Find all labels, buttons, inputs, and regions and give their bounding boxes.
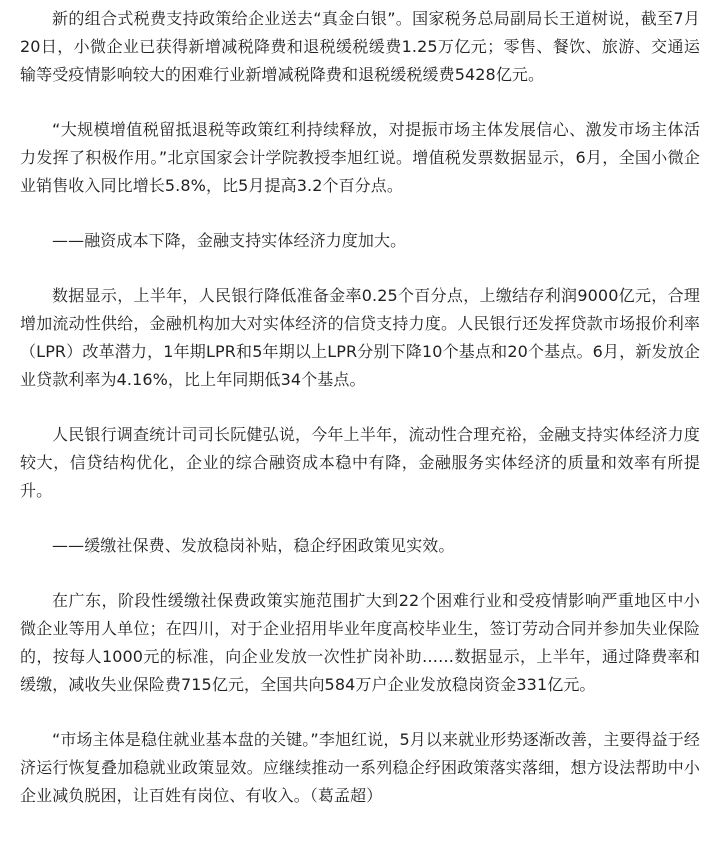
- section-heading-social-security: ——缓缴社保费、发放稳岗补贴，稳企纾困政策见实效。: [52, 536, 455, 555]
- section-heading-financing: ——融资成本下降，金融支持实体经济力度加大。: [52, 231, 407, 250]
- paragraph-pboc-official-quote: 人民银行调查统计司司长阮健弘说，今年上半年，流动性合理充裕，金融支持实体经济力度较大，信贷结构优化，企业的综合融资成本稳中有降，金融服务实体经济的质量和效率有所提升。: [20, 425, 700, 500]
- paragraph-closing-quote: “市场主体是稳住就业基本盘的关键。”李旭红说，5月以来就业形势逐渐改善，主要得益于经济运行恢复叠加稳就业政策显效。应继续推动一系列稳企纾困政策落实落细，想方设法帮助中小企业减负脱困，让百姓有岗位、有收入。（葛孟超）: [20, 730, 700, 805]
- paragraph-pboc-data: 数据显示，上半年，人民银行降低准备金率0.25个百分点，上缴结存利润9000亿元，合理增加流动性供给，金融机构加大对实体经济的信贷支持力度。人民银行还发挥贷款市场报价利率（LPR）改革潜力，1年期LPR和5年期以上LPR分别下降10个基点和20个基点。6月，新发放企业贷款利率为4.16%，比上年同期低34个基点。: [20, 286, 700, 389]
- paragraph-regional-policies: 在广东，阶段性缓缴社保费政策实施范围扩大到22个困难行业和受疫情影响严重地区中小微企业等用人单位；在四川，对于企业招用毕业年度高校毕业生，签订劳动合同并参加失业保险的，按每人1000元的标准，向企业发放一次性扩岗补助……数据显示，上半年，通过降费率和缓缴，减收失业保险费715亿元，全国共向584万户企业发放稳岗资金331亿元。: [20, 591, 700, 694]
- paragraph-vat-refund-quote: “大规模增值税留抵退税等政策红利持续释放，对提振市场主体发展信心、激发市场主体活力发挥了积极作用。”北京国家会计学院教授李旭红说。增值税发票数据显示，6月，全国小微企业销售收入同比增长5.8%，比5月提高3.2个百分点。: [20, 120, 700, 195]
- paragraph-tax-relief: 新的组合式税费支持政策给企业送去“真金白银”。国家税务总局副局长王道树说，截至7月20日，小微企业已获得新增减税降费和退税缓税缓费1.25万亿元；零售、餐饮、旅游、交通运输等受疫情影响较大的困难行业新增减税降费和退税缓税缓费5428亿元。: [20, 9, 700, 84]
- article-body: [20, 5, 700, 810]
